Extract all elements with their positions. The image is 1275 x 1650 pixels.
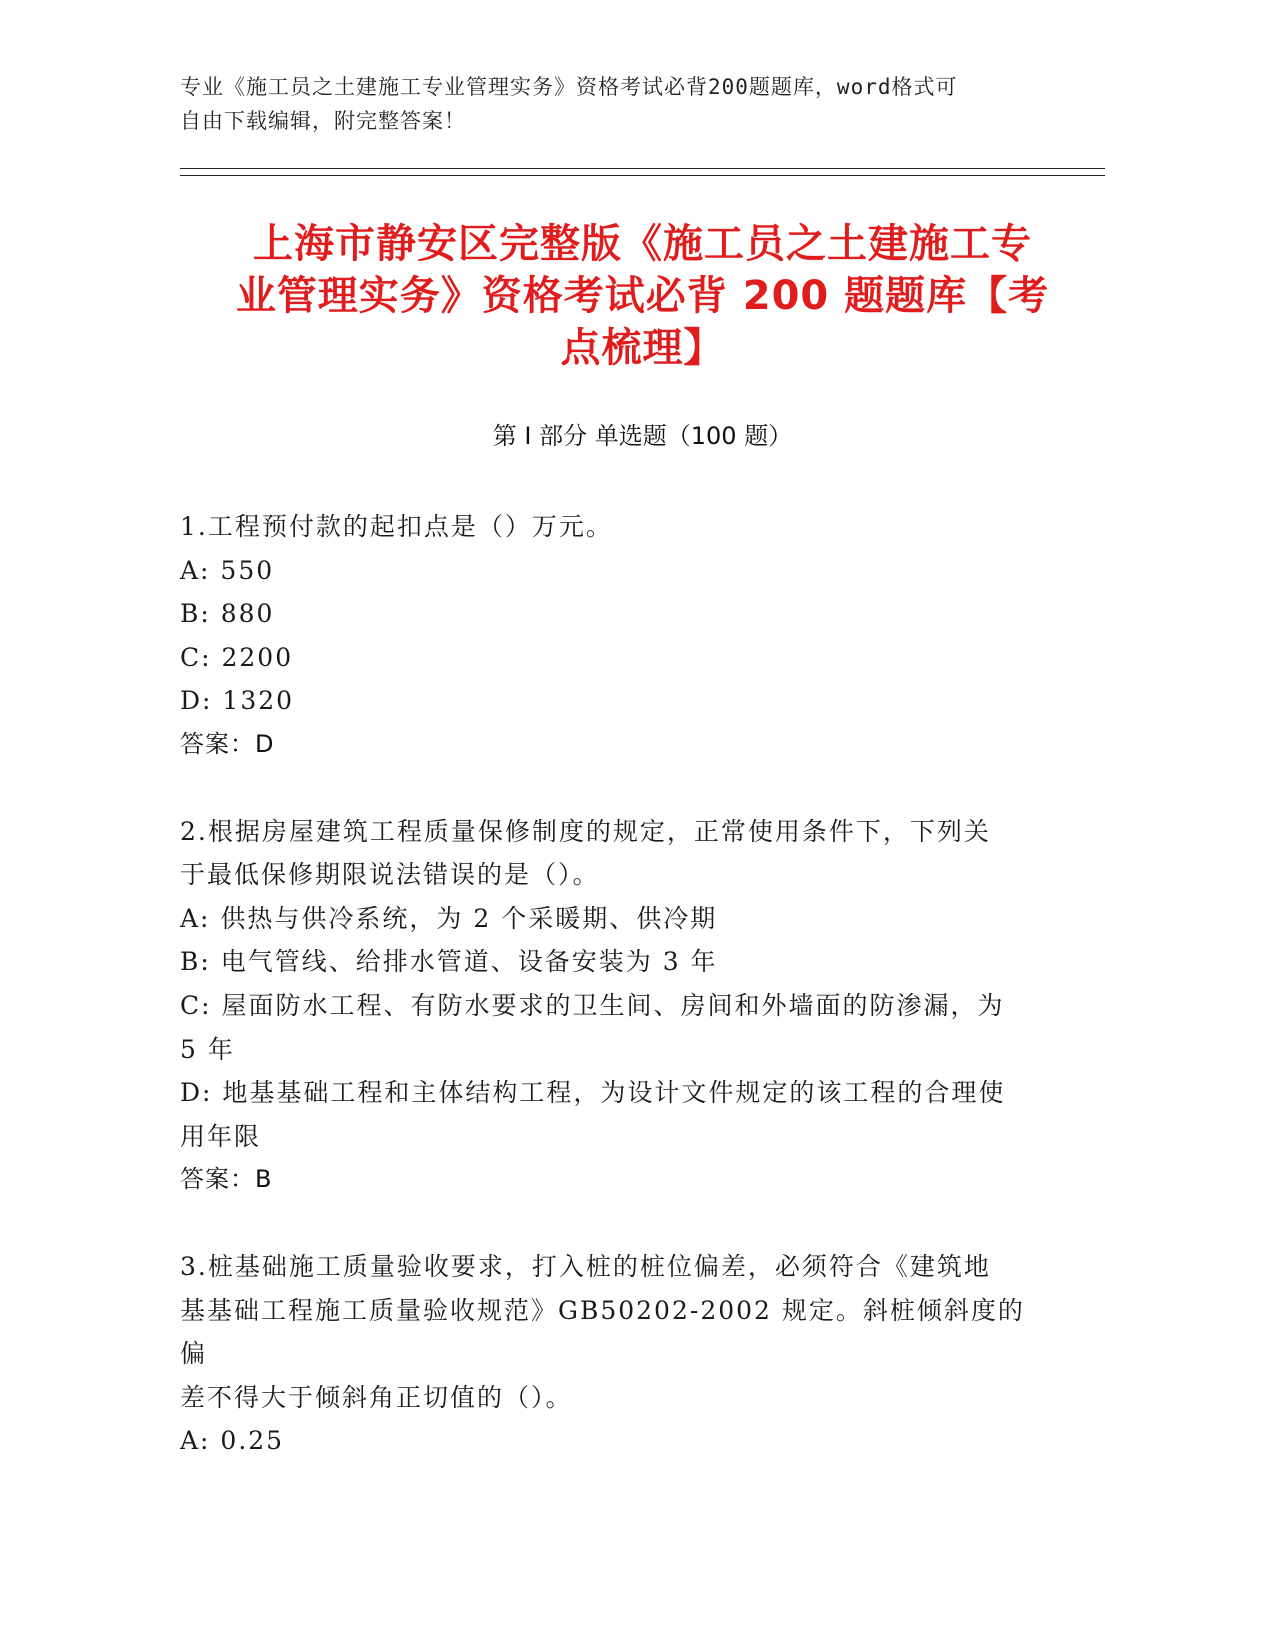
option-d: D: 地基基础工程和主体结构工程，为设计文件规定的该工程的合理使: [180, 1078, 1006, 1108]
question-2: [180, 810, 1030, 1202]
question-stem: 1.工程预付款的起扣点是（）万元。: [180, 512, 613, 541]
document-title-line: 业管理实务》资格考试必背 200 题题库【考: [235, 273, 1050, 319]
option-c: C: 2200: [180, 642, 294, 672]
option-c: 5 年: [180, 1034, 235, 1064]
document-title: [180, 218, 1105, 374]
question-stem: 于最低保修期限说法错误的是（）。: [180, 860, 600, 890]
option-a: A: 550: [180, 555, 275, 585]
header-divider: [180, 168, 1105, 169]
question-stem: 2.根据房屋建筑工程质量保修制度的规定，正常使用条件下，下列关: [180, 816, 991, 846]
question-list: [180, 505, 1030, 1506]
question-stem: 3.桩基础施工质量验收要求，打入桩的桩位偏差，必须符合《建筑地: [180, 1251, 991, 1281]
option-d: D: 1320: [180, 686, 295, 716]
header-note-line: 自由下载编辑，附完整答案！: [180, 109, 466, 133]
header-note-line: 专业《施工员之土建施工专业管理实务》资格考试必背200题题库，word格式可: [180, 75, 958, 99]
option-a: A: 供热与供冷系统，为 2 个采暖期、供冷期: [180, 903, 718, 933]
header-note: [180, 70, 1040, 138]
option-d: 用年限: [180, 1121, 262, 1151]
option-c: C: 屋面防水工程、有防水要求的卫生间、房间和外墙面的防渗漏，为: [180, 990, 1005, 1020]
question-1: [180, 505, 1030, 767]
question-3: [180, 1245, 1030, 1463]
option-b: B: 880: [180, 599, 275, 629]
document-title-line: 上海市静安区完整版《施工员之土建施工专: [253, 221, 1032, 267]
option-a: A: 0.25: [180, 1426, 285, 1456]
document-title-line: 点梳理】: [560, 325, 725, 371]
header-divider: [180, 175, 1105, 176]
answer: 答案：D: [180, 729, 275, 758]
answer: 答案：B: [180, 1165, 273, 1194]
question-stem: 差不得大于倾斜角正切值的（）。: [180, 1382, 573, 1412]
question-stem: 基基础工程施工质量验收规范》GB50202-2002 规定。斜桩倾斜度的偏: [180, 1295, 1025, 1369]
option-b: B: 电气管线、给排水管道、设备安装为 3 年: [180, 947, 718, 977]
section-title: 第 I 部分 单选题（100 题）: [492, 422, 793, 450]
